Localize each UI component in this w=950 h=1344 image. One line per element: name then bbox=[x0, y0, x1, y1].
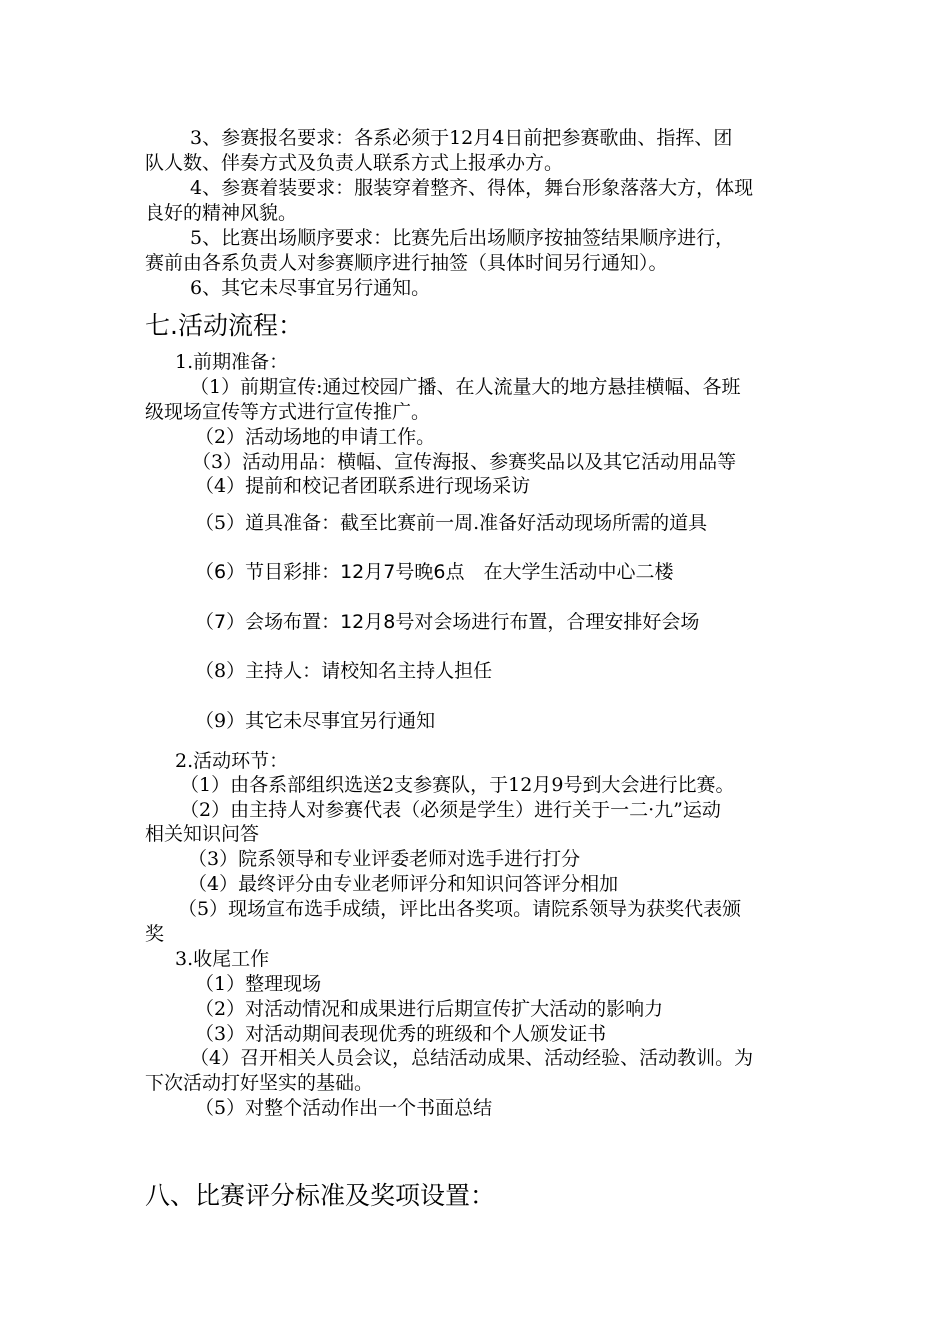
dress-requirement-line-1: 4、参赛着装要求：服装穿着整齐、得体，舞台形象落落大方，体现 bbox=[190, 177, 754, 199]
section-heading-activity-flow: 七.活动流程： bbox=[145, 311, 303, 340]
prep-item-5: （5）道具准备：截至比赛前一周.准备好活动现场所需的道具 bbox=[195, 512, 708, 534]
other-matters-line: 6、其它未尽事宜另行通知。 bbox=[190, 277, 431, 299]
stage-item-5-line-2: 奖 bbox=[145, 923, 165, 945]
prep-item-6: （6）节目彩排：12月7号晚6点 在大学生活动中心二楼 bbox=[195, 561, 674, 583]
subsection-wrap-up: 3.收尾工作 bbox=[175, 948, 270, 970]
stage-item-1: （1）由各系部组织选送2支参赛队，于12月9号到大会进行比赛。 bbox=[180, 774, 735, 796]
stage-item-3: （3）院系领导和专业评委老师对选手进行打分 bbox=[188, 848, 581, 870]
order-requirement-line-1: 5、比赛出场顺序要求：比赛先后出场顺序按抽签结果顺序进行， bbox=[190, 227, 735, 249]
wrap-up-item-4-line-2: 下次活动打好坚实的基础。 bbox=[145, 1072, 374, 1094]
dress-requirement-line-2: 良好的精神风貌。 bbox=[145, 202, 298, 224]
stage-item-2-line-2: 相关知识问答 bbox=[145, 823, 260, 845]
registration-requirement-line-1: 3、参赛报名要求：各系必须于12月4日前把参赛歌曲、指挥、团 bbox=[190, 127, 733, 149]
wrap-up-item-1: （1）整理现场 bbox=[195, 973, 322, 995]
prep-item-3: （3）活动用品：横幅、宣传海报、参赛奖品以及其它活动用品等 bbox=[192, 451, 737, 473]
prep-item-7: （7）会场布置：12月8号对会场进行布置，合理安排好会场 bbox=[195, 611, 700, 633]
section-heading-scoring-awards: 八、比赛评分标准及奖项设置： bbox=[145, 1181, 496, 1210]
registration-requirement-line-2: 队人数、伴奏方式及负责人联系方式上报承办方。 bbox=[145, 152, 564, 174]
prep-item-4: （4）提前和校记者团联系进行现场采访 bbox=[195, 475, 531, 497]
prep-item-1-line-2: 级现场宣传等方式进行宣传推广。 bbox=[145, 401, 431, 423]
stage-item-4: （4）最终评分由专业老师评分和知识问答评分相加 bbox=[188, 873, 619, 895]
prep-item-9: （9）其它未尽事宜另行通知 bbox=[195, 710, 436, 732]
wrap-up-item-4-line-1: （4）召开相关人员会议，总结活动成果、活动经验、活动教训。为 bbox=[190, 1047, 754, 1069]
wrap-up-item-3: （3）对活动期间表现优秀的班级和个人颁发证书 bbox=[195, 1023, 607, 1045]
subsection-activity-stages: 2.活动环节： bbox=[175, 750, 289, 772]
stage-item-5-line-1: （5）现场宣布选手成绩，评比出各奖项。请院系领导为获奖代表颁 bbox=[178, 898, 742, 920]
order-requirement-line-2: 赛前由各系负责人对参赛顺序进行抽签（具体时间另行通知）。 bbox=[145, 252, 668, 274]
prep-item-2: （2）活动场地的申请工作。 bbox=[195, 426, 436, 448]
wrap-up-item-5: （5）对整个活动作出一个书面总结 bbox=[195, 1097, 493, 1119]
prep-item-1-line-1: （1）前期宣传:通过校园广播、在人流量大的地方悬挂横幅、各班 bbox=[190, 376, 741, 398]
subsection-preparation: 1.前期准备： bbox=[175, 351, 289, 373]
stage-item-2-line-1: （2）由主持人对参赛代表（必须是学生）进行关于一二·九”运动 bbox=[180, 799, 721, 821]
prep-item-8: （8）主持人：请校知名主持人担任 bbox=[195, 660, 493, 682]
wrap-up-item-2: （2）对活动情况和成果进行后期宣传扩大活动的影响力 bbox=[195, 998, 664, 1020]
